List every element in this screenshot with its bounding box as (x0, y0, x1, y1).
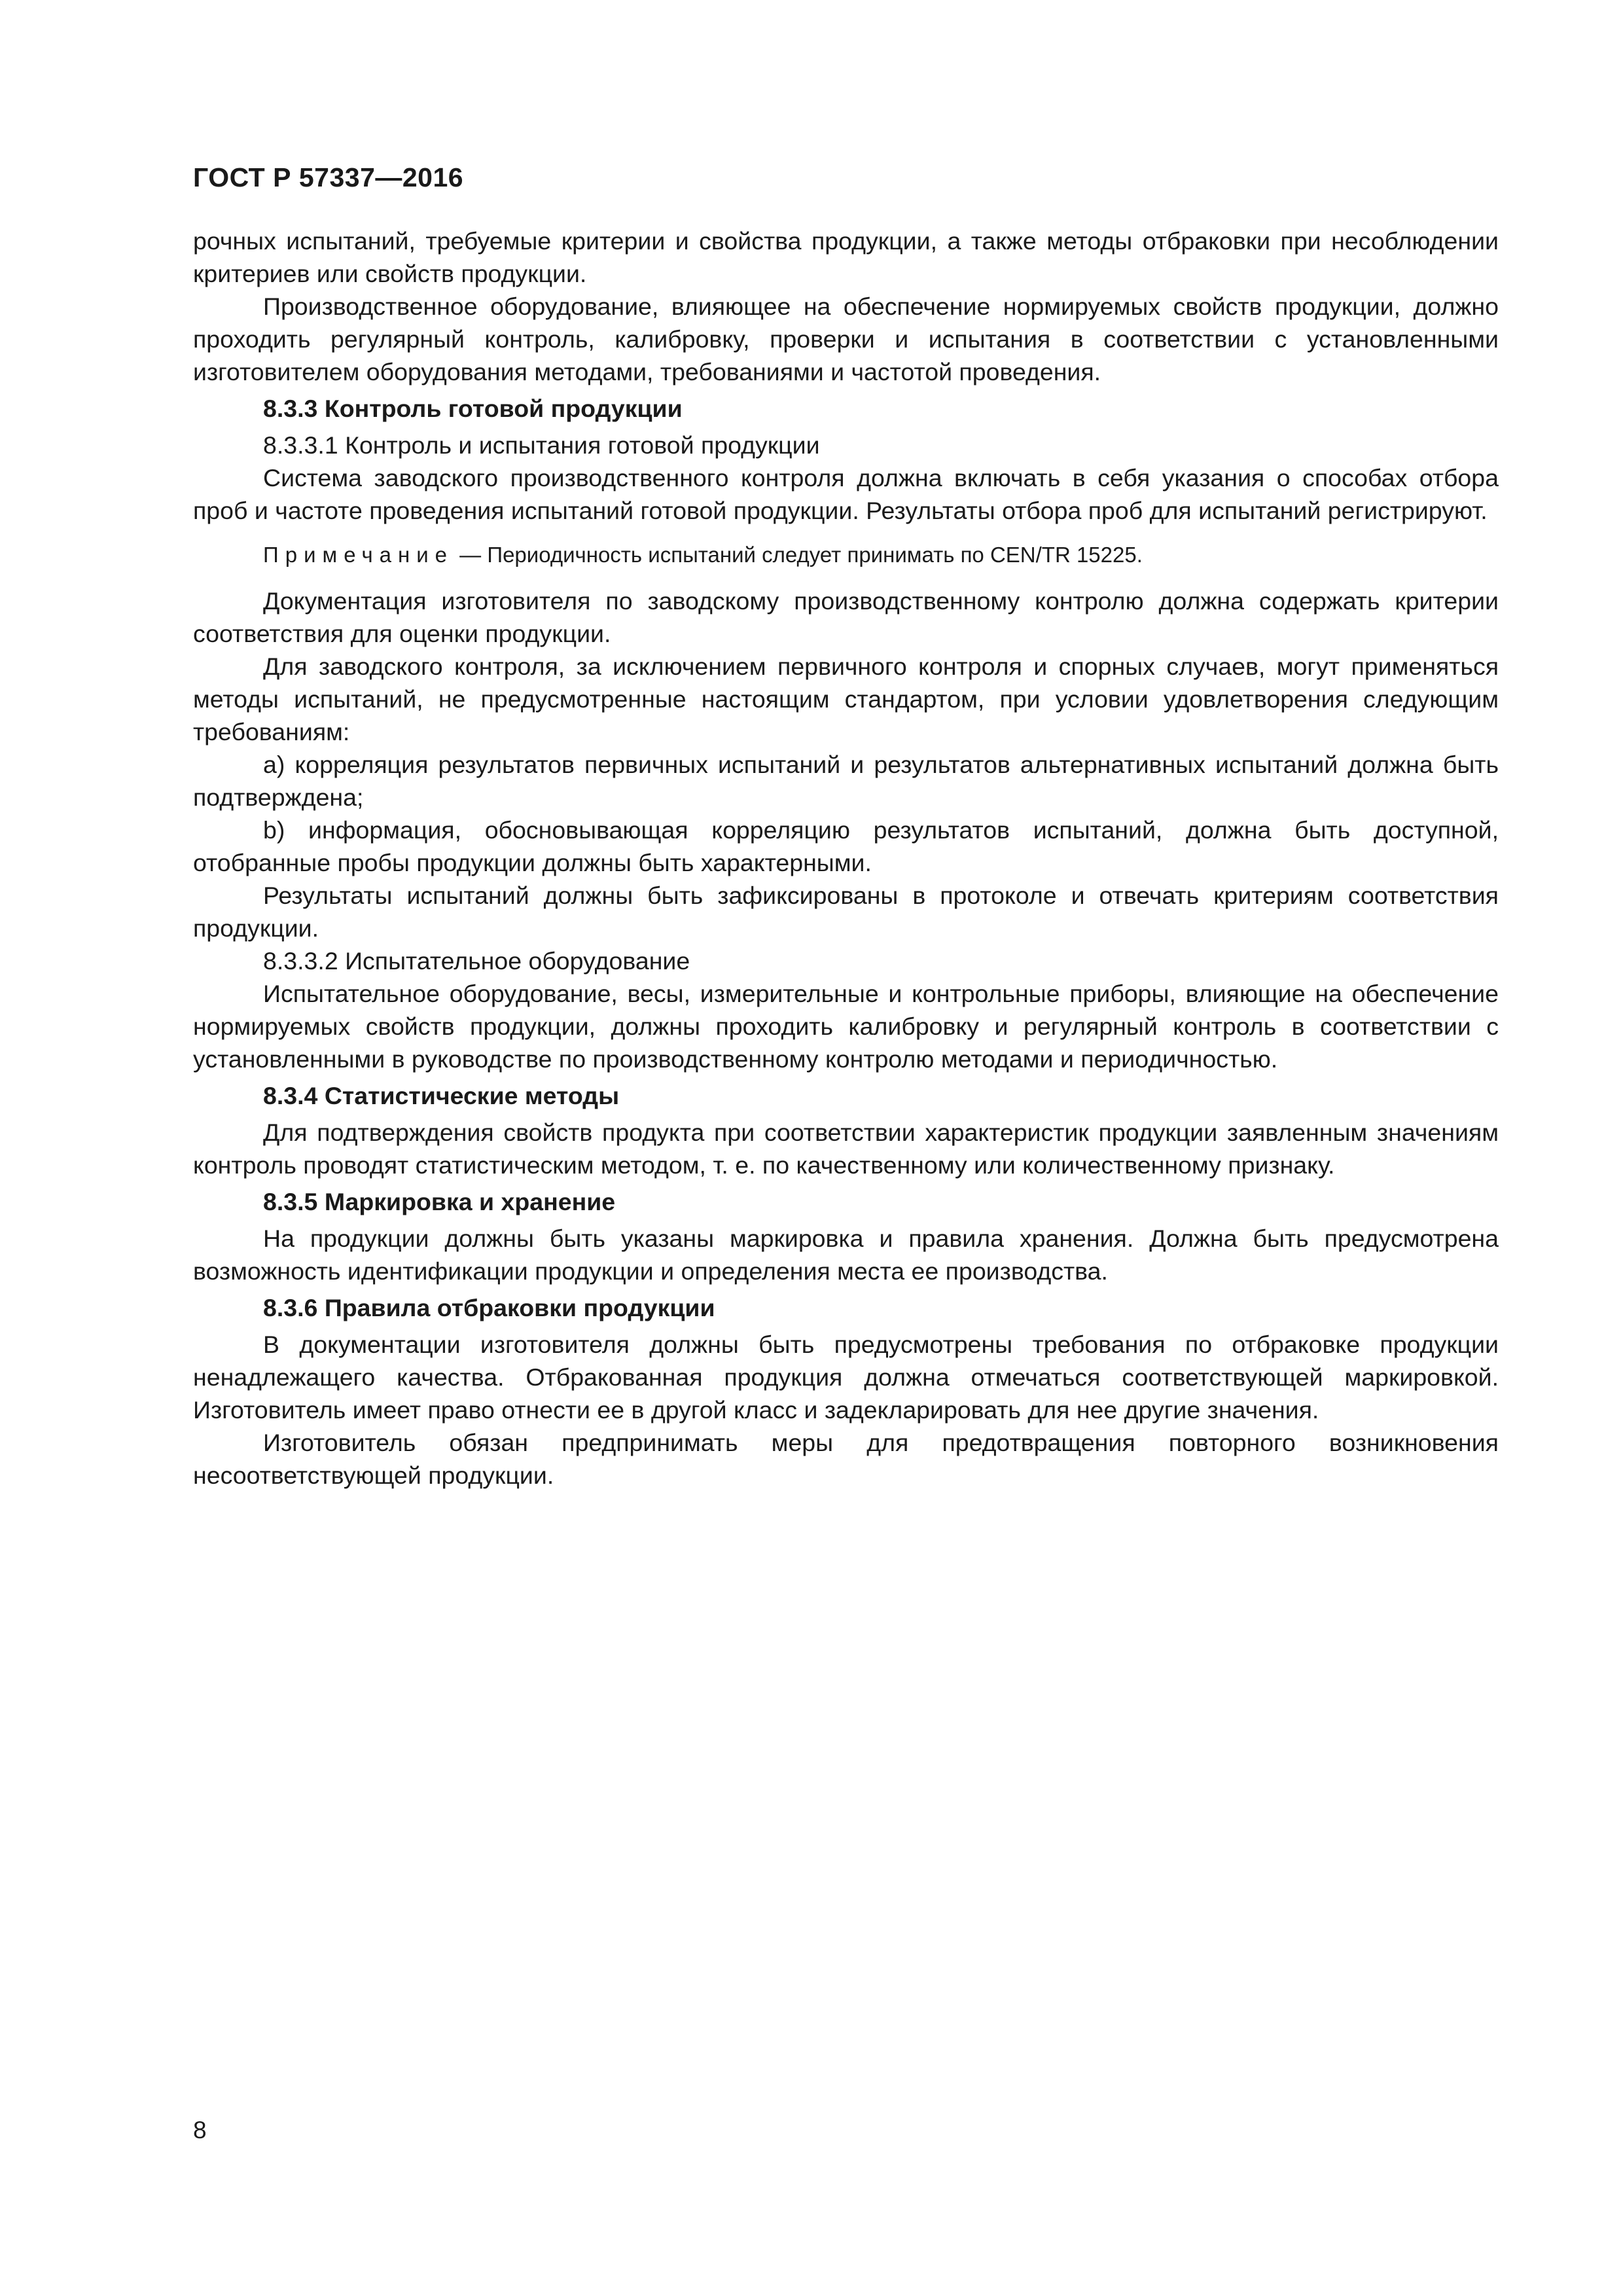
list-item-a: а) корреляция результатов первичных испытаний и результатов альтернативных испытаний должна быть подтверждена; (193, 751, 1499, 811)
section-heading-8-3-5: 8.3.5 Маркировка и хранение (263, 1188, 616, 1215)
paragraph-test-equipment: Испытательное оборудование, весы, измерительные и контрольные приборы, влияющие на обеспечение нормируемых свойств продукции, должны проходить калибровку и регулярный контроль в соответствии с установленными в руководстве по производственному контролю методами и периодичностью. (193, 980, 1499, 1073)
paragraph-continuation: рочных испытаний, требуемые критерии и свойства продукции, а также методы отбраковки при несоблюдении критериев или свойств продукции. (193, 227, 1499, 287)
section-heading-8-3-4: 8.3.4 Статистические методы (263, 1082, 620, 1109)
document-body (193, 224, 1499, 1492)
section-heading-8-3-6: 8.3.6 Правила отбраковки продукции (263, 1294, 715, 1321)
paragraph-production-equipment: Производственное оборудование, влияющее на обеспечение нормируемых свойств продукции, должно проходить регулярный контроль, калибровку, проверки и испытания в соответствии с установленными изготовителем оборудования методами, требованиями и частотой проведения. (193, 293, 1499, 386)
list-item-b: b) информация, обосновывающая корреляцию результатов испытаний, должна быть доступной, отобранные пробы продукции должны быть характерными. (193, 816, 1499, 876)
paragraph-rejection-requirements: В документации изготовителя должны быть предусмотрены требования по отбраковке продукции ненадлежащего качества. Отбракованная продукция должна отмечаться соответствующей маркировкой. Изготовитель имеет право отнести ее в другой класс и задекларировать для нее другие значения. (193, 1331, 1499, 1424)
section-heading-8-3-3: 8.3.3 Контроль готовой продукции (263, 395, 683, 422)
document-code-header: ГОСТ Р 57337—2016 (193, 162, 464, 192)
paragraph-marking-storage: На продукции должны быть указаны маркировка и правила хранения. Должна быть предусмотрена возможность идентификации продукции и определения места ее производства. (193, 1225, 1499, 1285)
paragraph-alternative-methods: Для заводского контроля, за исключением первичного контроля и спорных случаев, могут применяться методы испытаний, не предусмотренные настоящим стандартом, при условии удовлетворения следующим требованиям: (193, 653, 1499, 745)
subsection-heading-8-3-3-1: 8.3.3.1 Контроль и испытания готовой продукции (263, 431, 820, 459)
paragraph-manufacturer-documentation: Документация изготовителя по заводскому производственному контролю должна содержать критерии соответствия для оценки продукции. (193, 587, 1499, 647)
note-label: Примечание (263, 543, 454, 567)
paragraph-test-results: Результаты испытаний должны быть зафиксированы в протоколе и отвечать критериям соответствия продукции. (193, 882, 1499, 942)
paragraph-prevention-measures: Изготовитель обязан предпринимать меры для предотвращения повторного возникновения несоответствующей продукции. (193, 1429, 1499, 1489)
page-number: 8 (193, 2117, 207, 2144)
note-text: — Периодичность испытаний следует принимать по CEN/TR 15225. (454, 543, 1143, 567)
note (193, 539, 1499, 571)
paragraph-statistical-methods: Для подтверждения свойств продукта при соответствии характеристик продукции заявленным значениям контроль проводят статистическим методом, т. е. по качественному или количественному признаку. (193, 1119, 1499, 1179)
subsection-heading-8-3-3-2: 8.3.3.2 Испытательное оборудование (263, 947, 690, 975)
paragraph-factory-control-system: Система заводского производственного контроля должна включать в себя указания о способах отбора проб и частоте проведения испытаний готовой продукции. Результаты отбора проб для испытаний регистрируют. (193, 464, 1499, 524)
